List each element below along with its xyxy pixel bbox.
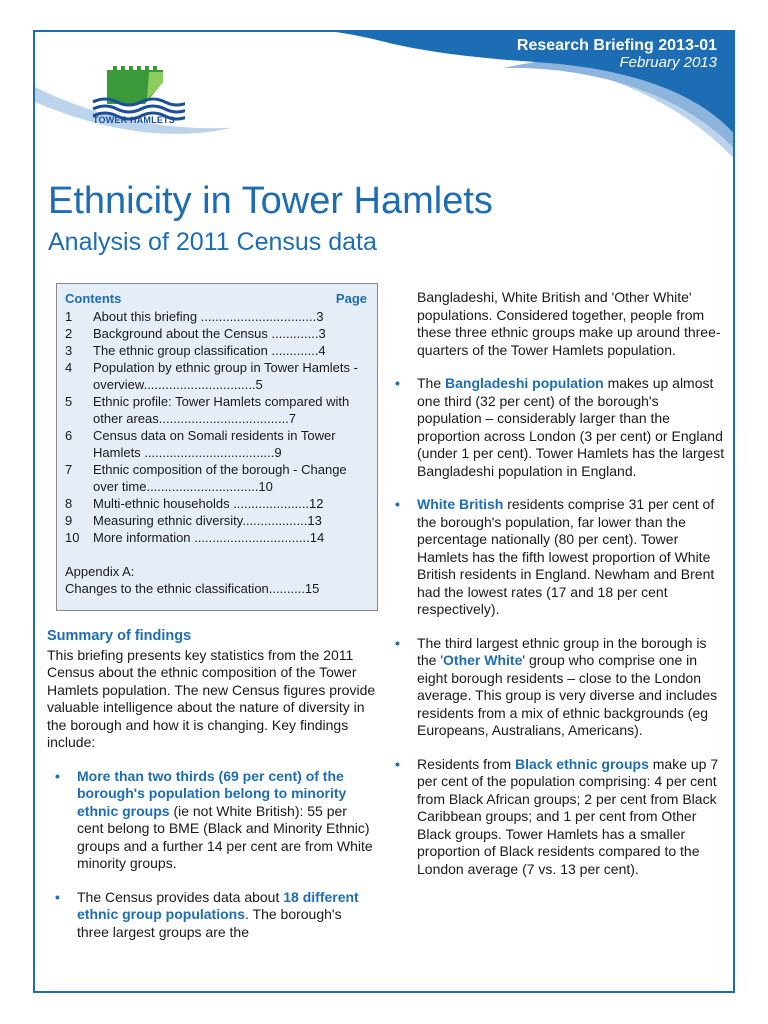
finding-bullet: [387, 756, 727, 879]
finding-highlight: Bangladeshi population: [445, 375, 604, 391]
finding-text: ' group who comprise one in eight borough residents – close to the London average. This group is very diverse and includes residents from a mix of ethnic backgrounds (eg Europeans, Australians, Americans).: [417, 652, 718, 738]
finding-bullet: [387, 375, 727, 480]
toc-text: The ethnic group classification .............4: [93, 343, 326, 358]
toc-num: 6: [65, 428, 73, 443]
finding-text: (ie not White British): 55 per cent belong to BME (Black and Minority Ethnic) groups and a further 14 per cent are from White minority groups.: [77, 802, 373, 871]
toc-item[interactable]: [65, 325, 369, 342]
finding-bullet: [387, 635, 727, 740]
bullet-dot: •: [395, 375, 400, 391]
logo-text: TOWER HAMLETS: [93, 115, 175, 125]
toc-num: 3: [65, 343, 73, 358]
summary-heading: Summary of findings: [47, 628, 192, 644]
toc-item[interactable]: [65, 512, 369, 529]
toc-item[interactable]: [65, 495, 369, 512]
toc-item[interactable]: [65, 461, 369, 495]
page-title: Ethnicity in Tower Hamlets: [48, 180, 493, 222]
left-column: [47, 628, 377, 941]
page-subtitle: Analysis of 2011 Census data: [48, 228, 377, 256]
toc-item[interactable]: [65, 308, 369, 325]
briefing-title: Research Briefing 2013-01: [516, 37, 717, 54]
toc-num: 8: [65, 496, 73, 511]
finding-text: The third largest ethnic group in the borough is the ': [417, 634, 707, 668]
bullet-dot: •: [55, 888, 60, 905]
toc-num: 1: [65, 309, 73, 324]
finding-bullet: [47, 889, 377, 942]
contents-box: [56, 283, 378, 611]
finding-bullet: [47, 768, 377, 873]
toc-text: Multi-ethnic households .....................12: [93, 496, 324, 511]
finding-bullet: [387, 496, 727, 619]
contents-page-label: Page: [335, 291, 367, 306]
toc-text: Ethnic profile: Tower Hamlets compared with other areas....................................7: [93, 394, 350, 426]
contents-heading: Contents: [65, 291, 122, 306]
toc-item[interactable]: [65, 359, 369, 393]
toc-num: 10: [65, 530, 80, 545]
toc-text: Measuring ethnic diversity..................13: [93, 513, 322, 528]
finding-highlight: 18 different ethnic group populations: [77, 888, 359, 922]
toc-text: Census data on Somali residents in Tower Hamlets ....................................9: [93, 428, 336, 460]
toc-item[interactable]: [65, 427, 369, 461]
bullet-dot: •: [55, 767, 60, 784]
toc-item[interactable]: [65, 342, 369, 359]
bullet-dot: •: [395, 496, 400, 512]
toc-num: 7: [65, 462, 73, 477]
toc-text: More information ................................14: [93, 530, 325, 545]
right-column: [387, 289, 727, 878]
appendix-title: Appendix A:: [65, 564, 135, 579]
toc-text: Population by ethnic group in Tower Hamlets - overview...............................5: [93, 360, 358, 392]
finding-text: The Census provides data about: [77, 888, 284, 905]
tower-hamlets-logo-icon: [85, 52, 185, 152]
toc-text: Background about the Census .............3: [93, 326, 326, 341]
finding-highlight: Black ethnic groups: [515, 755, 649, 772]
summary-intro: This briefing presents key statistics from the 2011 Census about the ethnic composition of the Tower Hamlets population. The new Census figures provide valuable intelligence about the nature of diversity in the borough and how it is changing. Key findings include:: [47, 646, 376, 750]
contents-header: [65, 290, 369, 307]
finding-highlight: White British: [417, 496, 504, 512]
finding-text: makes up almost one third (32 per cent) of the borough's population – considerably larger than the proportion across London (3 per cent) or England (under 1 per cent). Tower Hamlets has the largest Bangladeshi population in England.: [417, 375, 725, 479]
finding-highlight: Other White: [443, 652, 523, 668]
finding-text: . The borough's three largest groups are the: [77, 906, 342, 940]
bullet-dot: •: [395, 755, 400, 772]
finding-text: make up 7 per cent of the population comprising: 4 per cent from Black African groups; 2 per cent from Black Caribbean groups; and 1 per cent from Other Black groups. Tower Hamlets has a smaller proportion of Black residents compared to the London average (7 vs. 13 per cent).: [417, 755, 719, 877]
toc-num: 5: [65, 394, 73, 409]
toc-num: 9: [65, 513, 73, 528]
finding-highlight: More than two thirds (69 per cent) of the borough's population belong to minority ethnic groups: [77, 767, 347, 819]
finding-text: The: [417, 375, 446, 391]
toc-item[interactable]: [65, 393, 369, 427]
briefing-date: February 2013: [619, 54, 717, 71]
toc-item[interactable]: [65, 529, 369, 546]
page-frame: [33, 30, 735, 993]
toc-num: 2: [65, 326, 73, 341]
toc-text: About this briefing ................................3: [93, 309, 324, 324]
finding-text: residents comprise 31 per cent of the borough's population, far lower than the percentage nationally (80 per cent). Tower Hamlets has the fifth lowest proportion of White British residents in England. Newham and Brent had the lowest rates (17 and 18 per cent respectively).: [417, 496, 715, 617]
continued-text: Bangladeshi, White British and 'Other White' populations. Considered together, people from these three ethnic groups make up around three-quarters of the Tower Hamlets population.: [417, 289, 721, 358]
toc-num: 4: [65, 360, 73, 375]
toc-text: Ethnic composition of the borough - Change over time...............................10: [93, 462, 347, 494]
finding-text: Residents from: [417, 755, 516, 772]
bullet-dot: •: [395, 634, 400, 651]
appendix-item[interactable]: Changes to the ethnic classification..........15: [65, 581, 320, 596]
